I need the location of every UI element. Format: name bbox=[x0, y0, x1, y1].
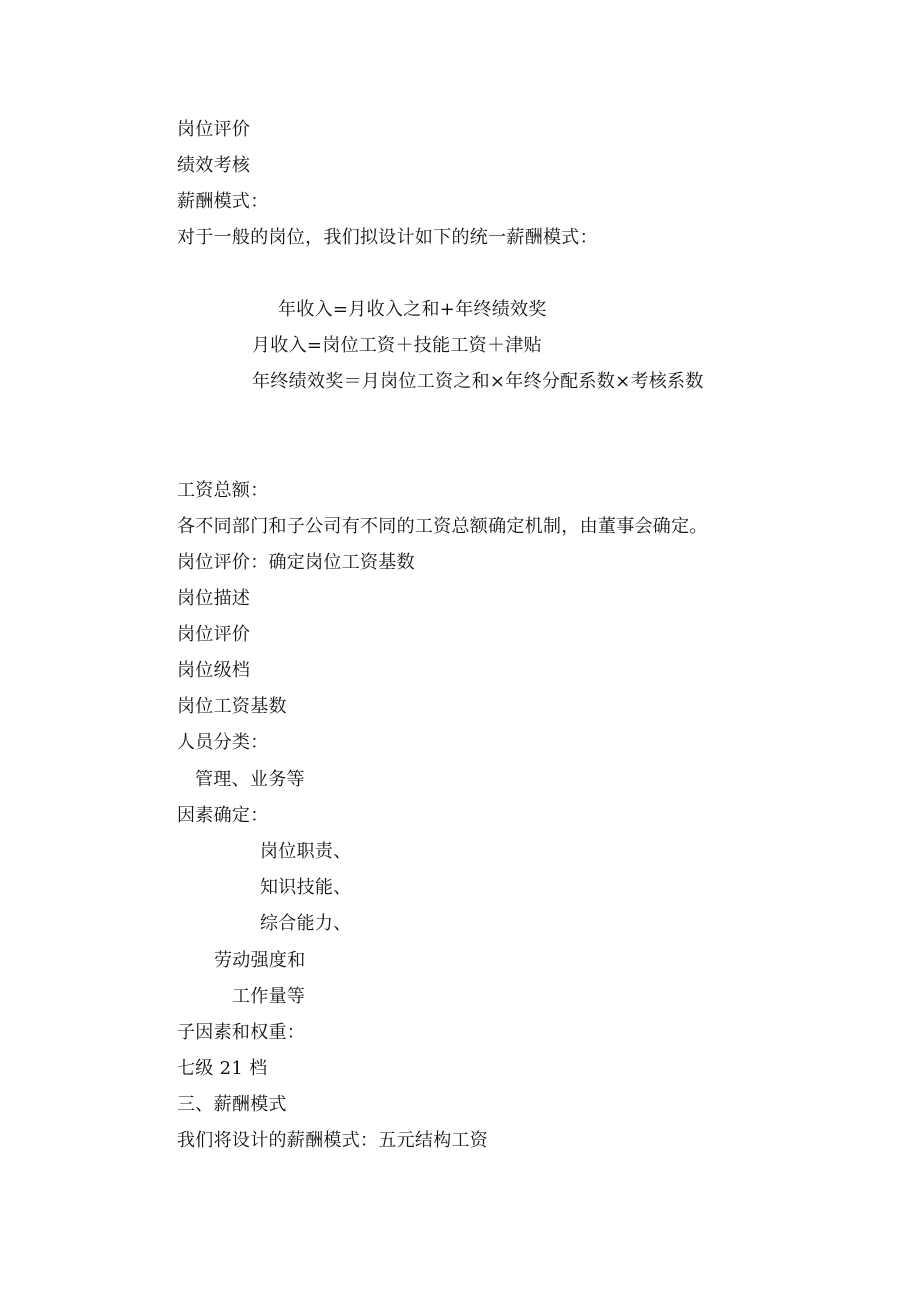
text-line: 综合能力、 bbox=[260, 913, 352, 934]
text-line: 岗位描述 bbox=[177, 588, 251, 609]
text-line: 岗位职责、 bbox=[260, 841, 352, 862]
formula-line: 年终绩效奖＝月岗位工资之和×年终分配系数×考核系数 bbox=[252, 371, 704, 392]
text-line: 对于一般的岗位，我们拟设计如下的统一薪酬模式： bbox=[177, 227, 598, 248]
formula-line: 月收入=岗位工资＋技能工资＋津贴 bbox=[252, 335, 542, 356]
section-heading: 三、薪酬模式 bbox=[177, 1094, 287, 1115]
text-line: 劳动强度和 bbox=[214, 950, 306, 971]
text-line: 岗位评价 bbox=[177, 119, 251, 140]
text-line: 绩效考核 bbox=[177, 155, 251, 176]
text-line: 岗位评价：确定岗位工资基数 bbox=[177, 552, 415, 573]
formula-line: 年收入=月收入之和+年终绩效奖 bbox=[278, 299, 547, 320]
text-line: 各不同部门和子公司有不同的工资总额确定机制，由董事会确定。 bbox=[177, 516, 708, 537]
text-line: 因素确定： bbox=[177, 805, 269, 826]
text-line: 我们将设计的薪酬模式：五元结构工资 bbox=[177, 1130, 489, 1151]
text-line: 岗位评价 bbox=[177, 624, 251, 645]
text-line: 薪酬模式： bbox=[177, 191, 269, 212]
text-line: 工资总额： bbox=[177, 480, 269, 501]
text-line: 工作量等 bbox=[232, 986, 306, 1007]
text-line: 人员分类： bbox=[177, 732, 269, 753]
text-line: 七级 21 档 bbox=[177, 1058, 268, 1079]
text-line: 管理、业务等 bbox=[195, 769, 305, 790]
text-line: 岗位工资基数 bbox=[177, 696, 287, 717]
text-line: 知识技能、 bbox=[260, 877, 352, 898]
text-line: 岗位级档 bbox=[177, 660, 251, 681]
text-line: 子因素和权重： bbox=[177, 1022, 306, 1043]
